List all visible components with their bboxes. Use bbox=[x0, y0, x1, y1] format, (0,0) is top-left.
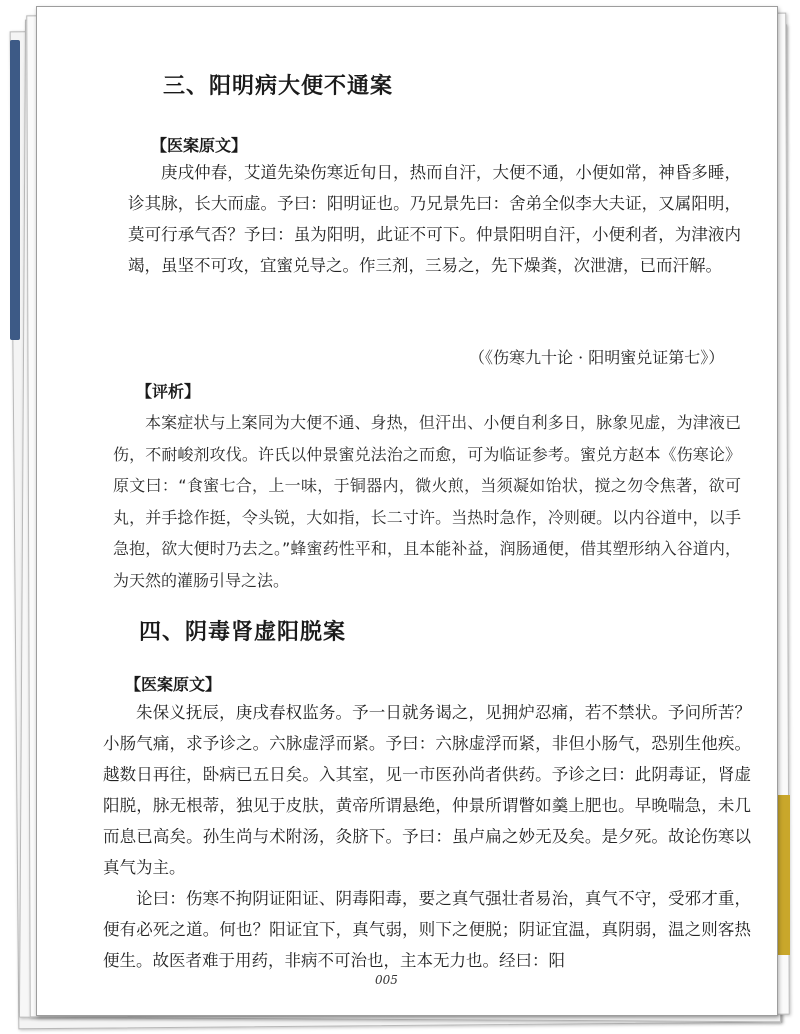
page-content bbox=[37, 7, 777, 1015]
book-cover-edge bbox=[10, 40, 20, 340]
section-tag-original: 【医案原文】 bbox=[125, 675, 222, 694]
analysis-text: 本案症状与上案同为大便不通、身热，但汗出、小便自利多日，脉象见虚，为津液已伤，不耐峻剂攻伐。许氏以仲景蜜兑法治之而愈，可为临证参考。蜜兑方赵本《伤寒论》原文曰：“食蜜七合，上一味，于铜器内，微火煎，当须凝如饴状，搅之勿令焦著，欲可丸，并手捻作挺，令头锐，大如指，长二寸许。当热时急作，冷则硬。以内谷道中，以手急抱，欲大便时乃去之。”蜂蜜药性平和，且本能补益，润肠通便，借其塑形纳入谷道内，为天然的灌肠引导之法。 bbox=[113, 413, 741, 590]
source-citation: （《伤寒九十论 · 阳明蜜兑证第七》） bbox=[469, 348, 725, 367]
book-cover-edge bbox=[778, 795, 790, 955]
section-tag-original: 【医案原文】 bbox=[151, 136, 248, 155]
section-title: 三、阳明病大便不通案 bbox=[163, 74, 394, 99]
case-original-text: 朱保义抚辰，庚戌春权监务。予一日就务谒之，见拥炉忍痛，若不禁状。予问所苦？小肠气痛，求予诊之。六脉虚浮而紧。予曰：六脉虚浮而紧，非但小肠气，恐别生他疾。越数日再往，卧病已五日矣。入其室，见一市医孙尚者供药。予诊之曰：此阴毒证，肾虚阳脱，脉无根蒂，独见于皮肤，黄帝所谓悬绝，仲景所谓瞥如羹上肥也。早晚喘急，未几而息已高矣。孙生尚与术附汤，灸脐下。予曰：虽卢扁之妙无及矣。是夕死。故论伤寒以真气为主。 bbox=[103, 703, 751, 877]
case-original-text: 庚戌仲春，艾道先染伤寒近旬日，热而自汗，大便不通，小便如常，神昏多睡，诊其脉，长大而虚。予曰：阳明证也。乃兄景先曰：舍弟全似李大夫证，又属阳明，莫可行承气否？予曰：虽为阳明，此证不可下。仲景阳明自汗，小便利者，为津液内竭，虽坚不可攻，宜蜜兑导之。作三剂，三易之，先下燥粪，次泄溏，已而汗解。 bbox=[128, 163, 741, 275]
section-tag-analysis: 【评析】 bbox=[136, 382, 201, 401]
document-page bbox=[36, 6, 778, 1016]
discussion-text: 论曰：伤寒不拘阴证阳证、阴毒阳毒，要之真气强壮者易治，真气不守，受邪才重，便有必死之道。何也？阳证宜下，真气弱，则下之便脱；阴证宜温，真阴弱，温之则客热便生。故医者难于用药，非病不可治也，主本无力也。经曰：阳 bbox=[103, 889, 751, 970]
section-title: 四、阴毒肾虚阳脱案 bbox=[139, 620, 347, 645]
page-number: 005 bbox=[375, 973, 398, 987]
